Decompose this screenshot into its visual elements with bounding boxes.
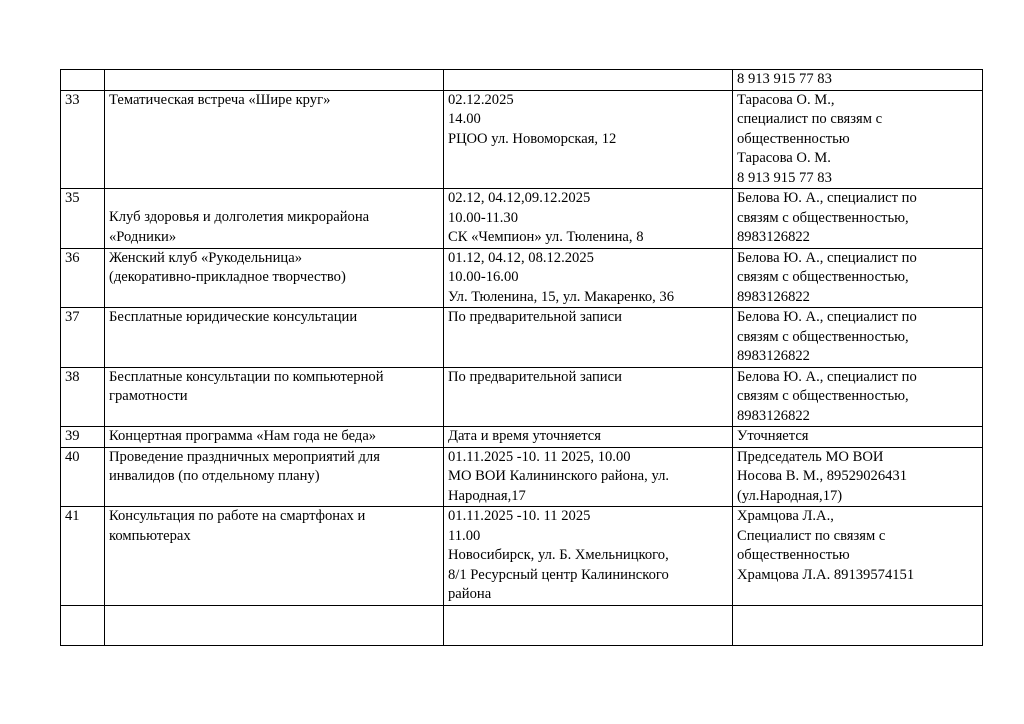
event-date-place xyxy=(444,70,733,91)
event-name: Бесплатные консультации по компьютерной грамотности xyxy=(105,367,444,427)
event-contact xyxy=(733,605,983,645)
event-name: Консультация по работе на смартфонах и компьютерах xyxy=(105,507,444,606)
event-contact: Белова Ю. А., специалист по связям с общественностью, 8983126822 xyxy=(733,248,983,308)
event-date-place: 02.12.2025 14.00 РЦОО ул. Новоморская, 12 xyxy=(444,90,733,189)
event-name: Клуб здоровья и долголетия микрорайона «Родники» xyxy=(109,209,370,245)
table-row xyxy=(61,248,983,308)
event-contact: Белова Ю. А., специалист по связям с общественностью, 8983126822 xyxy=(733,308,983,368)
event-date-place: 01.11.2025 -10. 11 2025, 10.00 МО ВОИ Калининского района, ул. Народная,17 xyxy=(444,447,733,507)
table-row xyxy=(61,447,983,507)
event-date-place xyxy=(444,605,733,645)
row-number: 39 xyxy=(61,427,105,448)
event-contact: Уточняется xyxy=(733,427,983,448)
table-row xyxy=(61,308,983,368)
event-date-place: По предварительной записи xyxy=(444,308,733,368)
row-number xyxy=(61,605,105,645)
event-name: Проведение праздничных мероприятий для инвалидов (по отдельному плану) xyxy=(105,447,444,507)
row-number: 38 xyxy=(61,367,105,427)
event-name: Тематическая встреча «Шире круг» xyxy=(105,90,444,189)
row-number: 40 xyxy=(61,447,105,507)
row-number: 41 xyxy=(61,507,105,606)
table-row xyxy=(61,90,983,189)
event-name: Женский клуб «Рукодельница» (декоративно-прикладное творчество) xyxy=(105,248,444,308)
table-row xyxy=(61,427,983,448)
event-name: Бесплатные юридические консультации xyxy=(105,308,444,368)
table-row xyxy=(61,367,983,427)
event-name xyxy=(105,605,444,645)
table-row xyxy=(61,70,983,91)
event-date-place: 01.11.2025 -10. 11 2025 11.00 Новосибирск, ул. Б. Хмельницкого, 8/1 Ресурсный центр Калининского района xyxy=(444,507,733,606)
event-date-place: Дата и время уточняется xyxy=(444,427,733,448)
row-number: 35 xyxy=(61,189,105,249)
event-date-place: 01.12, 04.12, 08.12.2025 10.00-16.00 Ул. Тюленина, 15, ул. Макаренко, 36 xyxy=(444,248,733,308)
row-number xyxy=(61,70,105,91)
event-contact: Председатель МО ВОИ Носова В. М., 89529026431 (ул.Народная,17) xyxy=(733,447,983,507)
event-date-place: По предварительной записи xyxy=(444,367,733,427)
row-number: 33 xyxy=(61,90,105,189)
event-contact: Белова Ю. А., специалист по связям с общественностью, 8983126822 xyxy=(733,189,983,249)
event-name-cell xyxy=(105,189,444,249)
event-contact: Храмцова Л.А., Специалист по связям с общественностью Храмцова Л.А. 89139574151 xyxy=(733,507,983,606)
event-contact: Тарасова О. М., специалист по связям с общественностью Тарасова О. М. 8 913 915 77 83 xyxy=(733,90,983,189)
event-name xyxy=(105,70,444,91)
event-date-place: 02.12, 04.12,09.12.2025 10.00-11.30 СК «Чемпион» ул. Тюленина, 8 xyxy=(444,189,733,249)
event-contact: 8 913 915 77 83 xyxy=(733,70,983,91)
row-number: 36 xyxy=(61,248,105,308)
table-row xyxy=(61,189,983,249)
event-contact: Белова Ю. А., специалист по связям с общественностью, 8983126822 xyxy=(733,367,983,427)
table-row xyxy=(61,605,983,645)
event-name: Концертная программа «Нам года не беда» xyxy=(105,427,444,448)
table-row xyxy=(61,507,983,606)
row-number: 37 xyxy=(61,308,105,368)
events-table xyxy=(60,69,983,646)
